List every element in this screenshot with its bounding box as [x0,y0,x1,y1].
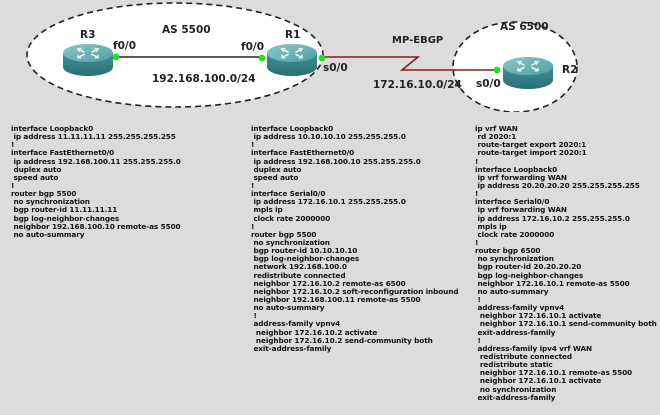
config-line: ! [251,180,255,190]
config-line: interface FastEthernet0/0 [11,148,115,158]
config-line: exit-address-family [475,327,556,337]
config-line: no auto-summary [475,286,549,296]
config-line: route-target import 2020:1 [475,148,587,158]
config-line: address-family ipv4 vrf WAN [475,343,593,353]
config-line: ip address 192.168.100.11 255.255.255.0 [11,156,181,166]
lan-subnet-label: 192.168.100.0/24 [152,73,256,85]
config-line: neighbor 172.16.10.1 activate [475,376,602,386]
config-line: router bgp 5500 [11,189,77,199]
config-line: no synchronization [251,237,330,247]
config-line: neighbor 192.168.100.10 remote-as 5500 [11,221,181,231]
config-line: clock rate 2000000 [475,229,555,239]
config-line: address-family vpnv4 [475,303,565,313]
config-line: clock rate 2000000 [251,213,331,223]
config-line: ip address 10.10.10.10 255.255.255.0 [251,132,406,142]
config-line: neighbor 172.16.10.1 send-community both [475,319,657,329]
config-line: rd 2020:1 [475,132,517,142]
r1-f0-0-port [259,55,266,62]
config-line: ! [475,294,481,304]
config-line: no auto-summary [251,303,325,313]
config-line: duplex auto [251,164,302,174]
config-line: neighbor 172.16.10.2 activate [251,327,378,337]
as-6500-label: AS 6500 [500,21,549,33]
config-line: ip address 11.11.11.11 255.255.255.255 [11,132,176,142]
router-r1-icon[interactable] [267,44,317,76]
r2-iface-label: s0/0 [476,78,501,90]
config-line: speed auto [251,172,299,182]
config-line: neighbor 172.16.10.1 remote-as 5500 [475,368,633,378]
config-line: interface Serial0/0 [475,197,550,207]
config-line: duplex auto [11,164,62,174]
config-line: neighbor 172.16.10.2 send-community both [251,335,433,345]
config-line: exit-address-family [251,343,332,353]
mp-ebgp-label: MP-EBGP [392,35,444,46]
config-line: redistribute static [475,360,553,370]
config-line: interface Loopback0 [11,124,94,133]
config-line: ! [251,221,255,231]
config-line: bgp router-id 11.11.11.11 [11,205,118,215]
r1-s-iface-label: s0/0 [323,62,348,74]
config-line: interface Serial0/0 [251,189,326,199]
config-line: ! [475,335,481,345]
config-line: redistribute connected [475,351,572,361]
config-line: no synchronization [475,384,557,394]
config-line: network 192.168.100.0 [251,262,347,272]
config-line: neighbor 172.16.10.2 soft-reconfiguration inbound [251,286,459,296]
config-line: address-family vpnv4 [251,319,341,329]
r1-config-block [251,125,458,353]
config-line: interface FastEthernet0/0 [251,148,355,158]
config-line: ip vrf forwarding WAN [475,205,567,215]
r3-config-block [11,125,181,239]
config-line: route-target export 2020:1 [475,140,587,150]
config-line: ip address 20.20.20.20 255.255.255.255 [475,180,640,190]
config-line: no synchronization [475,254,554,264]
config-line: ! [475,156,479,166]
config-line: ! [11,140,15,150]
as-5500-label: AS 5500 [162,24,211,36]
config-line: router bgp 6500 [475,246,541,256]
config-line: ! [475,237,479,247]
config-line: ip vrf WAN [475,124,518,133]
r1-name: R1 [285,29,301,41]
config-line: ! [475,189,479,199]
config-line: ! [251,140,255,150]
r1-s0-0-port [319,55,326,62]
config-line: bgp log-neighbor-changes [251,254,360,264]
config-line: ip address 172.16.10.2 255.255.255.0 [475,213,630,223]
r3-iface-label: f0/0 [113,40,137,52]
config-line: interface Loopback0 [251,124,334,133]
config-line: neighbor 172.16.10.1 activate [475,311,602,321]
config-line: bgp log-neighbor-changes [475,270,584,280]
config-line: neighbor 172.16.10.2 remote-as 6500 [251,278,406,288]
config-line: neighbor 172.16.10.1 remote-as 5500 [475,278,630,288]
r2-s0-0-port [494,67,501,74]
config-line: router bgp 5500 [251,229,317,239]
r3-f0-0-port [113,54,120,61]
config-line: ip vrf forwarding WAN [475,172,567,182]
config-line: ! [11,180,15,190]
config-line: exit-address-family [475,392,556,402]
config-line: no auto-summary [11,229,85,239]
wan-subnet-label: 172.16.10.0/24 [373,79,462,91]
r1-f-iface-label: f0/0 [241,41,265,53]
config-line: ip address 192.168.100.10 255.255.255.0 [251,156,421,166]
r3-name: R3 [80,29,96,41]
config-line: ! [251,311,257,321]
network-topology-diagram [0,0,660,112]
router-r3-icon[interactable] [63,44,113,76]
config-line: ip address 172.16.10.1 255.255.255.0 [251,197,406,207]
config-line: bgp router-id 10.10.10.10 [251,246,358,256]
config-line: no synchronization [11,197,90,207]
config-line: redistribute connected [251,270,346,280]
router-r2-icon[interactable] [503,57,553,89]
config-line: bgp router-id 20.20.20.20 [475,262,582,272]
r2-name: R2 [562,64,578,76]
config-line: mpls ip [475,221,507,231]
r2-config-block [475,125,657,402]
config-line: mpls ip [251,205,283,215]
config-line: speed auto [11,172,59,182]
config-line: neighbor 192.168.100.11 remote-as 5500 [251,294,421,304]
config-line: interface Loopback0 [475,164,558,174]
config-line: bgp log-neighbor-changes [11,213,120,223]
